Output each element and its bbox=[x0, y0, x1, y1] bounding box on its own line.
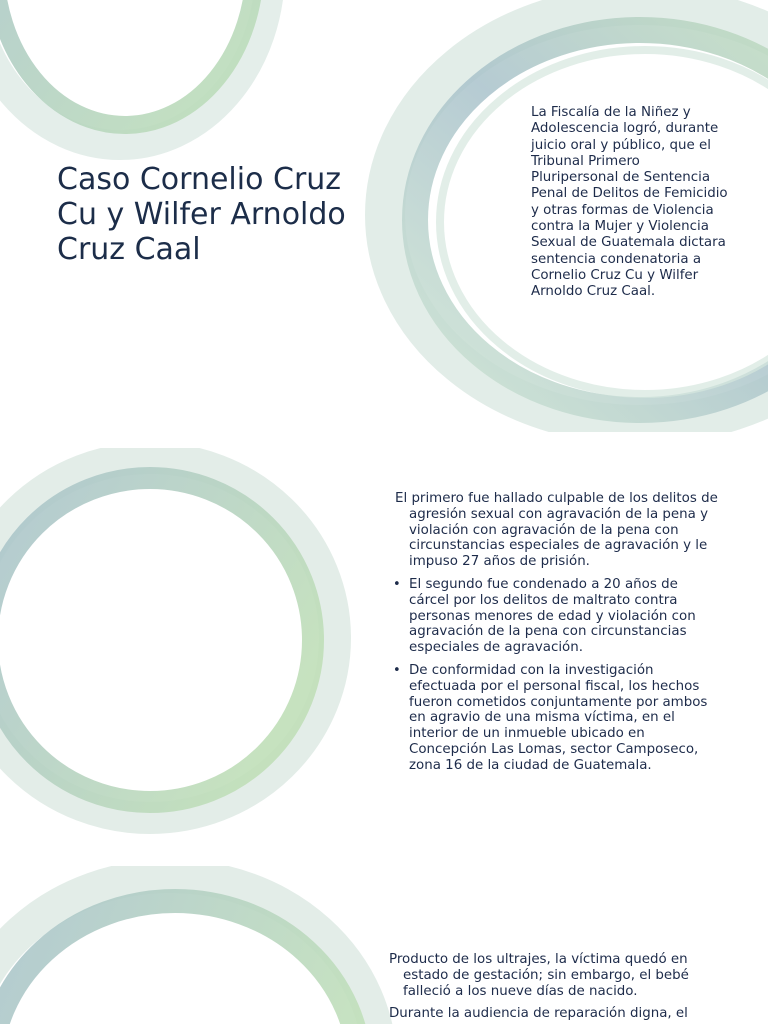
slide-title: Caso Cornelio Cruz Cu y Wilfer Arnoldo Cruz Caal bbox=[57, 162, 346, 267]
bullet-icon: • bbox=[393, 662, 401, 678]
slide-1 bbox=[0, 0, 768, 432]
ring-left bbox=[0, 478, 313, 802]
bullet-icon: • bbox=[393, 576, 401, 592]
paragraph-text: El primero fue hallado culpable de los delitos de agresión sexual con agravación de la pena y violación con agravación de la pena con circunstancias especiales de agravación y le impuso 27 años de prisión. bbox=[395, 491, 718, 570]
slide-3 bbox=[0, 866, 768, 1024]
paragraph-text: De conformidad con la investigación efectuada por el personal fiscal, los hechos fueron cometidos conjuntamente por ambos en agravio de una misma víctima, en el interior de un inmueble ubicado en Concepción Las Lomas, sector Camposeco, zona 16 de la ciudad de Guatemala. bbox=[409, 662, 708, 773]
paragraph-text: Producto de los ultrajes, la víctima quedó en estado de gestación; sin embargo, el bebé falleció a los nueve días de nacido. bbox=[389, 952, 689, 999]
paragraph-text: Durante la audiencia de reparación digna, el bbox=[389, 1006, 688, 1022]
list-item bbox=[393, 663, 718, 774]
list-item bbox=[393, 491, 718, 570]
list-item bbox=[393, 577, 718, 656]
outcome-text bbox=[389, 952, 729, 1024]
slide-2 bbox=[0, 448, 768, 856]
intro-paragraph: La Fiscalía de la Niñez y Adolescencia logró, durante juicio oral y público, que el Tribunal Primero Pluripersonal de Sentencia Penal de Delitos de Femicidio y otras formas de Violencia contra la Mujer y Violencia Sexual de Guatemala dictara sentencia condenatoria a Cornelio Cruz Cu y Wilfer Arnoldo Cruz Caal. bbox=[531, 105, 728, 300]
sentence-details bbox=[393, 491, 718, 781]
paragraph-text: El segundo fue condenado a 20 años de cárcel por los delitos de maltrato contra personas menores de edad y violación con agravación de la pena con circunstancias especiales de agravación. bbox=[409, 576, 696, 656]
